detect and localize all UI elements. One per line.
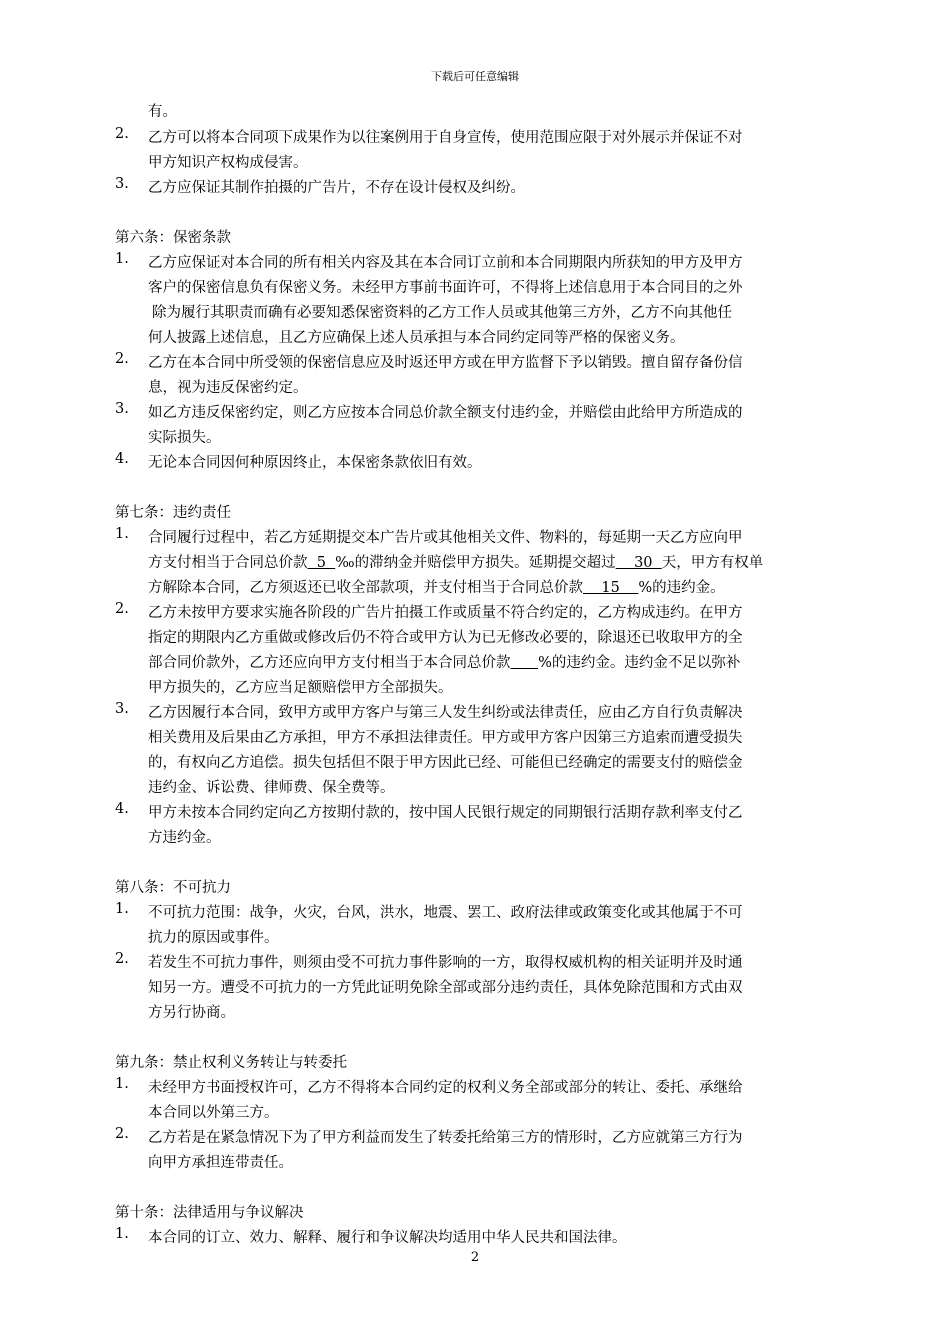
- text-line: 合同履行过程中，若乙方延期提交本广告片或其他相关文件、物料的，每延期一天乙方应向甲: [148, 530, 743, 546]
- text-line: 本合同以外第三方。: [148, 1105, 279, 1121]
- item-number: 2.: [115, 1126, 129, 1142]
- item-number: 3.: [115, 701, 129, 717]
- text-line: 相关费用及后果由乙方承担，甲方不承担法律责任。甲方或甲方客户因第三方追索而遭受损失: [148, 730, 743, 746]
- text-line: 未经甲方书面授权许可，乙方不得将本合同约定的权利义务全部或部分的转让、委托、承继给: [148, 1080, 743, 1096]
- text-line: 知另一方。遭受不可抗力的一方凭此证明免除全部或部分违约责任，具体免除范围和方式由双: [148, 980, 743, 996]
- late-fee-rate-blank: 5: [307, 555, 336, 571]
- text-line: 本合同的订立、效力、解释、履行和争议解决均适用中华人民共和国法律。: [148, 1230, 627, 1246]
- text-line: 除为履行其职责而确有必要知悉保密资料的乙方工作人员或其他第三方外，乙方不向其他任: [152, 305, 732, 321]
- item-number: 3.: [115, 401, 129, 417]
- text-line: 乙方在本合同中所受领的保密信息应及时返还甲方或在甲方监督下予以销毁。擅自留存备份信: [148, 355, 743, 371]
- item-number: 2.: [115, 951, 129, 967]
- item-number: 1.: [115, 901, 129, 917]
- item-number: 4.: [115, 801, 129, 817]
- text-span: 方解除本合同，乙方须返还已收全部款项，并支付相当于合同总价款: [148, 580, 583, 596]
- section-title: 第六条：保密条款: [115, 230, 231, 246]
- text-span: ‰的滞纳金并赔偿甲方损失。延期提交超过: [335, 555, 616, 571]
- text-span: 部合同价款外，乙方还应向甲方支付相当于本合同总价款: [148, 655, 511, 671]
- text-line: 乙方可以将本合同项下成果作为以往案例用于自身宣传，使用范围应限于对外展示并保证不对: [148, 130, 743, 146]
- text-line: 方违约金。: [148, 830, 221, 846]
- section-title: 第七条：违约责任: [115, 505, 231, 521]
- page-number: 2: [470, 1250, 480, 1265]
- text-span: 方支付相当于合同总价款: [148, 555, 308, 571]
- text-line: 抗力的原因或事件。: [148, 930, 279, 946]
- section-title: 第九条：禁止权利义务转让与转委托: [115, 1055, 347, 1071]
- item-number: 2.: [115, 126, 129, 142]
- text-line: 违约金、诉讼费、律师费、保全费等。: [148, 780, 395, 796]
- item-number: 1.: [115, 1226, 129, 1242]
- text-span: %的违约金。: [638, 580, 725, 596]
- text-line: 乙方若是在紧急情况下为了甲方利益而发生了转委托给第三方的情形时，乙方应就第三方行为: [148, 1130, 743, 1146]
- text-line: [148, 551, 763, 572]
- text-line: 的，有权向乙方追偿。损失包括但不限于甲方因此已经、可能但已经确定的需要支付的赔偿金: [148, 755, 743, 771]
- text-line: 有。: [148, 104, 177, 120]
- penalty-rate-blank: 15: [583, 580, 639, 596]
- item-number: 1.: [115, 251, 129, 267]
- item-number: 1.: [115, 1076, 129, 1092]
- item-number: 3.: [115, 176, 129, 192]
- text-line: [148, 651, 740, 672]
- item-number: 1.: [115, 526, 129, 542]
- text-line: 如乙方违反保密约定，则乙方应按本合同总价款全额支付违约金，并赔偿由此给甲方所造成的: [148, 405, 743, 421]
- text-line: 乙方未按甲方要求实施各阶段的广告片拍摄工作或质量不符合约定的，乙方构成违约。在甲方: [148, 605, 743, 621]
- text-line: 不可抗力范围：战争，火灾，台风，洪水，地震、罢工、政府法律或政策变化或其他属于不可: [148, 905, 743, 921]
- text-line: 乙方应保证对本合同的所有相关内容及其在本合同订立前和本合同期限内所获知的甲方及甲方: [148, 255, 743, 271]
- section-title: 第八条：不可抗力: [115, 880, 231, 896]
- page-header: 下载后可任意编辑: [431, 70, 519, 83]
- text-line: 息，视为违反保密约定。: [148, 380, 308, 396]
- text-line: 乙方应保证其制作拍摄的广告片，不存在设计侵权及纠纷。: [148, 180, 525, 196]
- item-number: 4.: [115, 451, 129, 467]
- penalty-rate-blank: [511, 655, 539, 671]
- text-line: 指定的期限内乙方重做或修改后仍不符合或甲方认为已无修改必要的，除退还已收取甲方的全: [148, 630, 743, 646]
- text-line: 甲方知识产权构成侵害。: [148, 155, 308, 171]
- text-span: 天，甲方有权单: [661, 555, 764, 571]
- item-number: 2.: [115, 351, 129, 367]
- text-span: %的违约金。违约金不足以弥补: [538, 655, 741, 671]
- text-line: 乙方因履行本合同，致甲方或甲方客户与第三人发生纠纷或法律责任，应由乙方自行负责解决: [148, 705, 743, 721]
- text-line: [148, 576, 725, 597]
- text-line: 方另行协商。: [148, 1005, 235, 1021]
- text-line: 实际损失。: [148, 430, 221, 446]
- text-line: 无论本合同因何种原因终止，本保密条款依旧有效。: [148, 455, 482, 471]
- section-title: 第十条：法律适用与争议解决: [115, 1205, 304, 1221]
- delay-days-blank: 30: [615, 555, 662, 571]
- text-line: 甲方损失的，乙方应当足额赔偿甲方全部损失。: [148, 680, 453, 696]
- text-line: 向甲方承担连带责任。: [148, 1155, 293, 1171]
- text-line: 甲方未按本合同约定向乙方按期付款的，按中国人民银行规定的同期银行活期存款利率支付乙: [148, 805, 743, 821]
- item-number: 2.: [115, 601, 129, 617]
- text-line: 客户的保密信息负有保密义务。未经甲方事前书面许可，不得将上述信息用于本合同目的之外: [148, 280, 743, 296]
- text-line: 若发生不可抗力事件，则须由受不可抗力事件影响的一方，取得权威机构的相关证明并及时通: [148, 955, 743, 971]
- text-line: 何人披露上述信息，且乙方应确保上述人员承担与本合同约定同等严格的保密义务。: [148, 330, 685, 346]
